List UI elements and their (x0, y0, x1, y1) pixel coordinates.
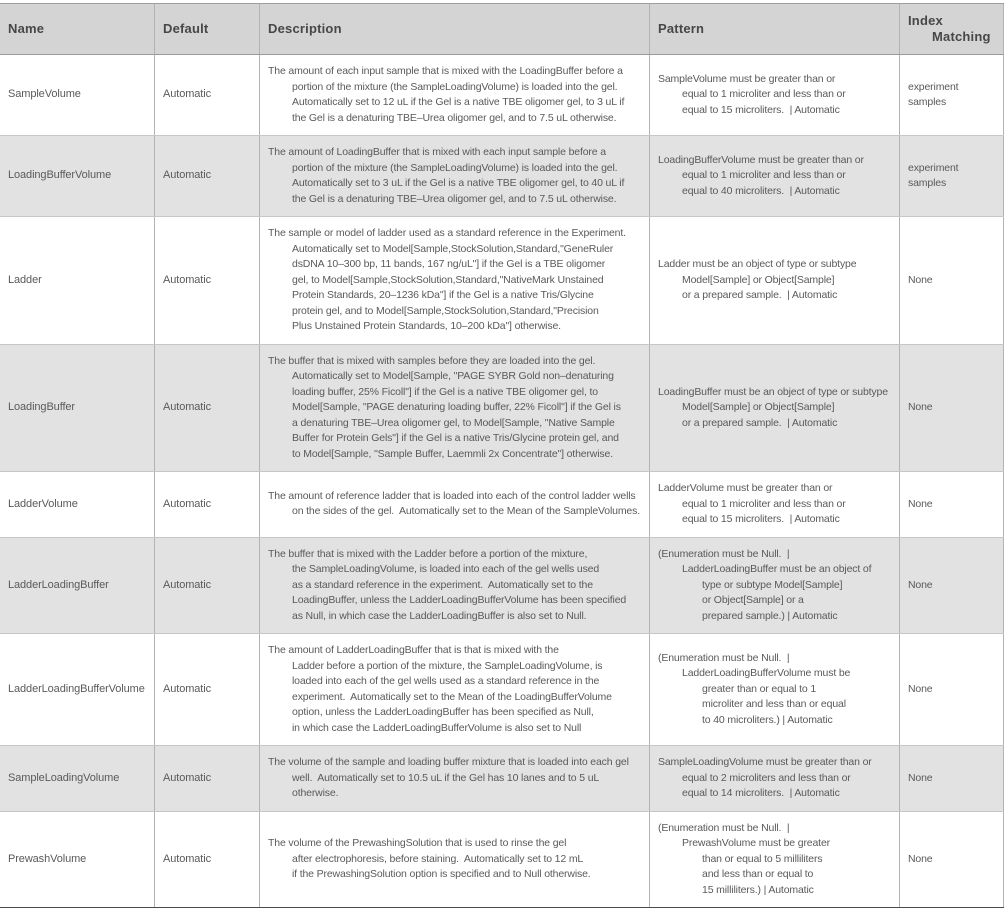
pattern-cell (650, 634, 900, 745)
description-cell (260, 472, 650, 537)
index-matching-cell (900, 634, 1004, 745)
pattern-cell (650, 136, 900, 216)
text-line: than or equal to 5 milliliters (702, 852, 823, 865)
description-cell (260, 217, 650, 344)
text-line: The sample or model of ladder used as a standard reference in the Experiment. (268, 227, 626, 239)
text-line: (Enumeration must be Null. | (658, 651, 790, 664)
text-line: None (908, 497, 933, 510)
text-line: The buffer that is mixed with samples before they are loaded into the gel. (268, 354, 596, 367)
text-line: Ladder (8, 273, 42, 286)
text-line: None (908, 273, 933, 286)
text-line: SampleVolume must be greater than or (658, 72, 836, 85)
default-cell (155, 217, 260, 344)
text-line: Automatic (163, 578, 212, 591)
text-line: The amount of LadderLoadingBuffer that is that is mixed with the (268, 644, 559, 656)
index-matching-cell (900, 55, 1004, 135)
text-line: LoadingBuffer must be an object of type or subtype (658, 385, 888, 398)
text-line: a denaturing TBE–Urea oligomer gel, to Model[Sample, "Native Sample (292, 416, 615, 429)
text-line: equal to 15 microliters. | Automatic (682, 513, 840, 525)
pattern-cell (650, 812, 900, 908)
description-cell (260, 746, 650, 811)
text-line: The buffer that is mixed with the Ladder before a portion of the mixture, (268, 547, 588, 560)
option-name-cell (0, 812, 155, 908)
text-line: greater than or equal to 1 (702, 682, 817, 695)
table-row (0, 812, 1004, 908)
text-line: Plus Unstained Protein Standards, 10–200 kDa"] otherwise. (292, 320, 561, 332)
text-line: gel, to Model[Sample,StockSolution,Standard,"NativeMark Unstained (292, 273, 604, 286)
text-line: Model[Sample] or Object[Sample] (682, 273, 835, 286)
description-cell (260, 345, 650, 472)
text-line: None (908, 852, 933, 865)
header-default-label: Default (163, 21, 209, 36)
text-line: 15 milliliters.) | Automatic (702, 883, 814, 896)
text-line: protein gel, and to Model[Sample,StockSolution,Standard,"Precision (292, 304, 599, 317)
pattern-cell (650, 538, 900, 634)
text-line: and less than or equal to (702, 868, 814, 880)
text-line: LadderLoadingBuffer (8, 578, 109, 591)
text-line: LadderVolume (8, 497, 78, 510)
text-line: as Null, in which case the LadderLoadingBuffer is also set to Null. (292, 609, 587, 622)
header-description (260, 4, 650, 54)
text-line: if the PrewashingSolution option is specified and to Null otherwise. (292, 868, 591, 880)
index-matching-cell (900, 746, 1004, 811)
text-line: the Gel is a denaturing TBE–Urea oligomer gel, and to 7.5 uL otherwise. (292, 192, 617, 205)
text-line: Automatically set to 12 uL if the Gel is a native TBE oligomer gel, to 3 uL if (292, 96, 625, 108)
default-cell (155, 812, 260, 908)
text-line: portion of the mixture (the SampleLoadingVolume) is loaded into the gel. (292, 161, 618, 174)
text-line: option, unless the LadderLoadingBuffer has been specified as Null, (292, 706, 594, 718)
text-line: PrewashVolume must be greater (682, 837, 830, 849)
description-cell (260, 538, 650, 634)
table-row (0, 55, 1004, 136)
text-line: Automatically set to 3 uL if the Gel is a native TBE oligomer gel, to 40 uL if (292, 177, 625, 189)
text-line: Automatic (163, 88, 212, 101)
default-cell (155, 746, 260, 811)
default-cell (155, 472, 260, 537)
text-line: SampleVolume (8, 88, 81, 101)
text-line: LadderLoadingBufferVolume (8, 682, 145, 695)
index-matching-cell (900, 136, 1004, 216)
text-line: The amount of reference ladder that is loaded into each of the control ladder wells (268, 489, 636, 502)
index-matching-cell (900, 538, 1004, 634)
text-line: PrewashVolume (8, 852, 87, 865)
pattern-cell (650, 472, 900, 537)
text-line: equal to 1 microliter and less than or (682, 497, 846, 510)
option-name-cell (0, 634, 155, 745)
text-line: after electrophoresis, before staining. Automatically set to 12 mL (292, 852, 584, 865)
option-name-cell (0, 746, 155, 811)
table-row (0, 746, 1004, 812)
text-line: None (908, 578, 933, 591)
text-line: Ladder before a portion of the mixture, the SampleLoadingVolume, is (292, 659, 603, 672)
header-default (155, 4, 260, 54)
text-line: Model[Sample] or Object[Sample] (682, 401, 835, 413)
index-matching-cell (900, 472, 1004, 537)
text-line: The volume of the sample and loading buffer mixture that is loaded into each gel (268, 756, 629, 768)
text-line: None (908, 682, 933, 695)
pattern-cell (650, 746, 900, 811)
text-line: Automatically set to Model[Sample, "PAGE SYBR Gold non–denaturing (292, 370, 614, 382)
header-matching-label: Matching (932, 29, 991, 44)
text-line: type or subtype Model[Sample] (702, 578, 843, 591)
text-line: experiment samples (908, 80, 962, 108)
text-line: equal to 2 microliters and less than or (682, 771, 851, 784)
text-line: to Model[Sample, "Sample Buffer, Laemmli 2x Concentrate"] otherwise. (292, 447, 613, 460)
option-name-cell (0, 55, 155, 135)
table-row (0, 472, 1004, 538)
text-line: Buffer for Protein Gels"] if the Gel is a native Tris/Glycine protein gel, and (292, 432, 619, 444)
text-line: or Object[Sample] or a (702, 594, 804, 606)
header-name-label: Name (8, 21, 45, 36)
option-name-cell (0, 136, 155, 216)
text-line: equal to 1 microliter and less than or (682, 88, 846, 101)
option-name-cell (0, 472, 155, 537)
index-matching-cell (900, 217, 1004, 344)
pattern-cell (650, 55, 900, 135)
header-description-label: Description (268, 21, 342, 36)
option-name-cell (0, 538, 155, 634)
header-pattern (650, 4, 900, 54)
text-line: loading buffer, 25% Ficoll"] if the Gel is a native TBE oligomer gel, to (292, 385, 598, 398)
text-line: Protein Standards, 20–1236 kDa"] if the Gel is a native Tris/Glycine (292, 289, 594, 301)
option-name-cell (0, 217, 155, 344)
text-line: LoadingBuffer, unless the LadderLoadingBufferVolume has been specified (292, 594, 627, 606)
text-line: None (908, 771, 933, 784)
text-line: equal to 40 microliters. | Automatic (682, 184, 840, 197)
text-line: (Enumeration must be Null. | (658, 821, 790, 834)
text-line: Automatic (163, 497, 212, 510)
text-line: Automatic (163, 771, 212, 784)
index-matching-cell (900, 812, 1004, 908)
option-name-cell (0, 345, 155, 472)
options-table (0, 3, 1004, 908)
text-line: LadderVolume must be greater than or (658, 482, 833, 494)
text-line: The volume of the PrewashingSolution that is used to rinse the gel (268, 837, 567, 849)
table-header-row (0, 4, 1004, 55)
description-cell (260, 812, 650, 908)
text-line: equal to 14 microliters. | Automatic (682, 787, 840, 799)
text-line: Automatic (163, 401, 212, 413)
text-line: Automatic (163, 169, 212, 182)
text-line: equal to 15 microliters. | Automatic (682, 103, 840, 116)
index-matching-cell (900, 345, 1004, 472)
text-line: to 40 microliters.) | Automatic (702, 713, 833, 726)
text-line: microliter and less than or equal (702, 698, 846, 711)
description-cell (260, 634, 650, 745)
text-line: Automatic (163, 682, 212, 695)
text-line: Automatic (163, 273, 212, 286)
text-line: LadderLoadingBufferVolume must be (682, 667, 851, 680)
text-line: Automatic (163, 852, 212, 865)
text-line: or a prepared sample. | Automatic (682, 416, 838, 429)
table-row (0, 345, 1004, 473)
default-cell (155, 345, 260, 472)
header-name (0, 4, 155, 54)
table-row (0, 217, 1004, 345)
header-index-matching (900, 4, 1004, 54)
header-index-label: Index (908, 13, 943, 28)
text-line: Model[Sample, "PAGE denaturing loading buffer, 22% Ficoll"] if the Gel is (292, 401, 621, 413)
text-line: as a standard reference in the experiment. Automatically set to the (292, 578, 593, 591)
default-cell (155, 136, 260, 216)
text-line: Automatically set to Model[Sample,StockSolution,Standard,"GeneRuler (292, 242, 614, 255)
text-line: The amount of each input sample that is mixed with the LoadingBuffer before a (268, 65, 623, 77)
text-line: LoadingBuffer (8, 401, 75, 413)
text-line: LoadingBufferVolume must be greater than or (658, 153, 864, 166)
text-line: in which case the LadderLoadingBufferVolume is also set to Null (292, 721, 582, 734)
text-line: None (908, 401, 933, 413)
text-line: LadderLoadingBuffer must be an object of (682, 563, 872, 575)
description-cell (260, 136, 650, 216)
text-line: The amount of LoadingBuffer that is mixed with each input sample before a (268, 146, 606, 158)
default-cell (155, 55, 260, 135)
table-row (0, 538, 1004, 635)
text-line: experiment. Automatically set to the Mean of the LoadingBufferVolume (292, 690, 612, 703)
table-body (0, 55, 1004, 907)
text-line: SampleLoadingVolume must be greater than or (658, 756, 872, 768)
text-line: Ladder must be an object of type or subtype (658, 258, 857, 270)
pattern-cell (650, 217, 900, 344)
description-cell (260, 55, 650, 135)
header-pattern-label: Pattern (658, 21, 705, 36)
text-line: equal to 1 microliter and less than or (682, 169, 846, 182)
text-line: on the sides of the gel. Automatically set to the Mean of the SampleVolumes. (292, 505, 640, 518)
text-line: the SampleLoadingVolume, is loaded into each of the gel wells used (292, 563, 600, 575)
default-cell (155, 538, 260, 634)
text-line: portion of the mixture (the SampleLoadingVolume) is loaded into the gel. (292, 80, 618, 93)
text-line: the Gel is a denaturing TBE–Urea oligomer gel, and to 7.5 uL otherwise. (292, 111, 617, 124)
default-cell (155, 634, 260, 745)
text-line: LoadingBufferVolume (8, 169, 112, 182)
pattern-cell (650, 345, 900, 472)
text-line: SampleLoadingVolume (8, 771, 120, 784)
text-line: experiment samples (908, 161, 962, 189)
text-line: (Enumeration must be Null. | (658, 547, 790, 560)
table-row (0, 136, 1004, 217)
table-row (0, 634, 1004, 746)
text-line: prepared sample.) | Automatic (702, 609, 838, 622)
text-line: dsDNA 10–300 bp, 11 bands, 167 ng/uL"] if the Gel is a TBE oligomer (292, 258, 606, 270)
text-line: well. Automatically set to 10.5 uL if the Gel has 10 lanes and to 5 uL otherwise. (292, 771, 602, 799)
text-line: or a prepared sample. | Automatic (682, 289, 838, 301)
text-line: loaded into each of the gel wells used as a standard reference in the (292, 675, 600, 687)
